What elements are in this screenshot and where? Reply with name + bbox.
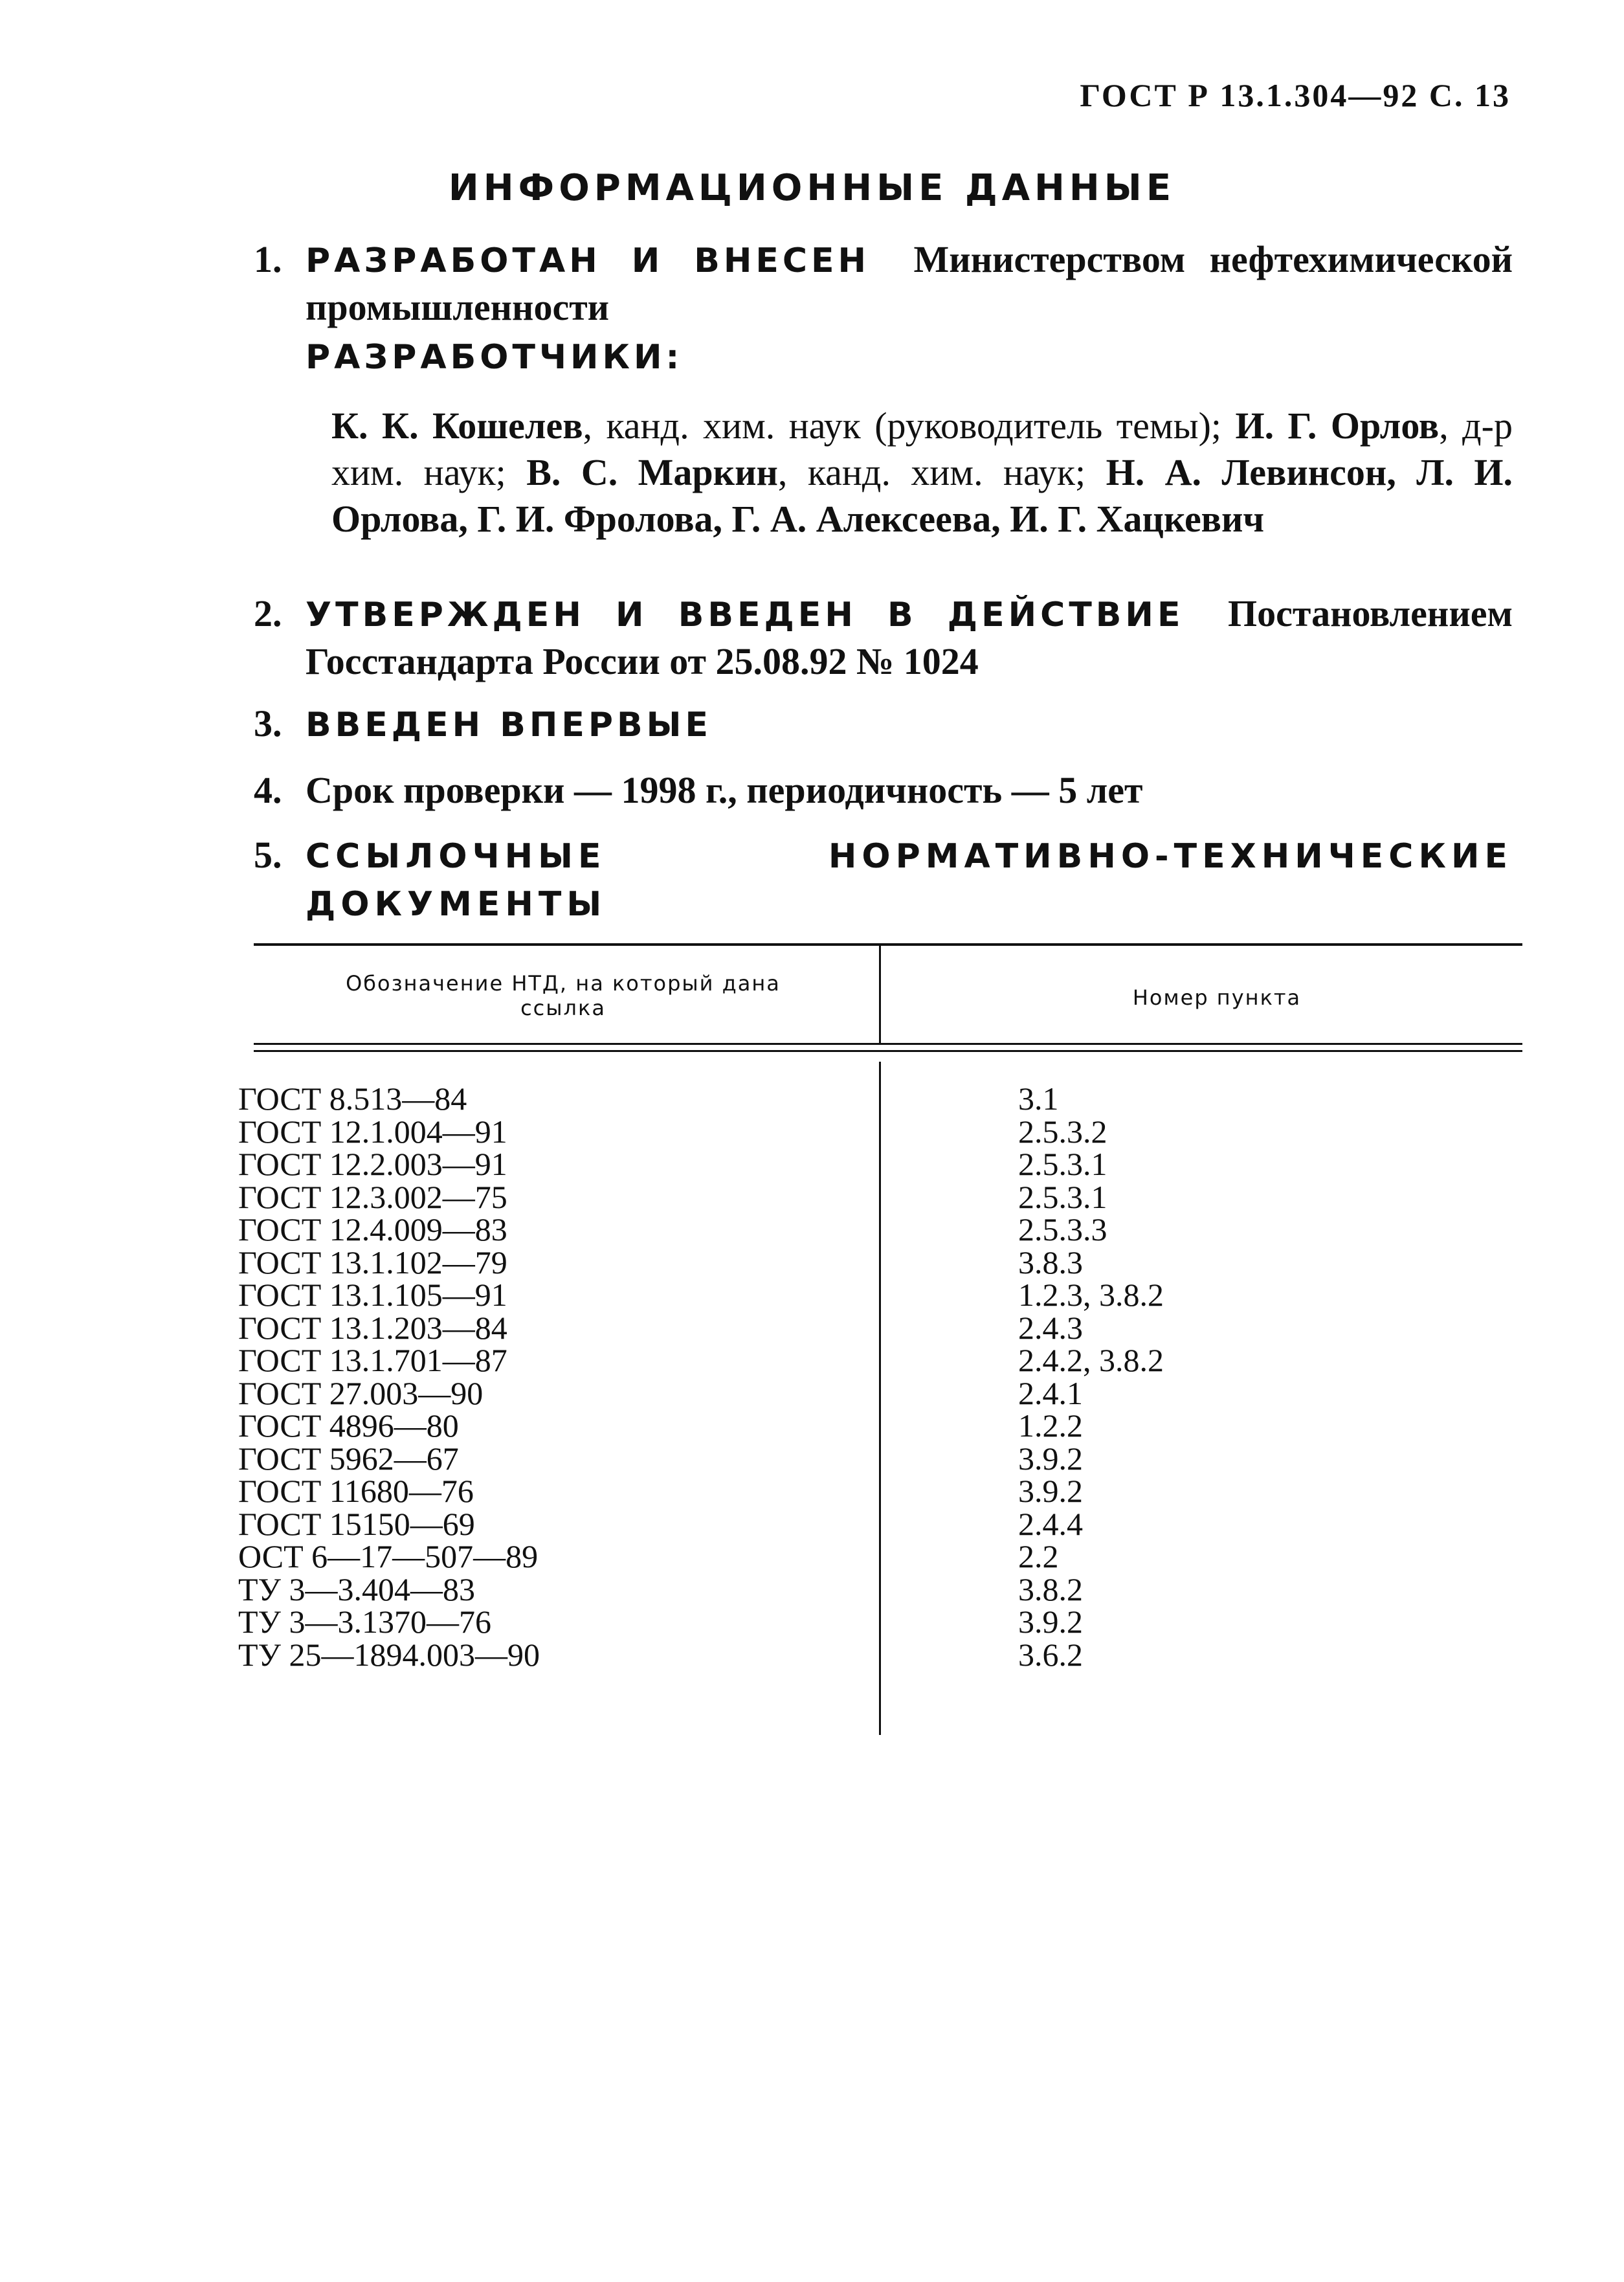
developer-name: В. С. Маркин [526, 451, 778, 493]
developer-name: И. Г. Орлов [1235, 405, 1440, 447]
table-cell-document: ГОСТ 5962—67 [238, 1440, 459, 1477]
page-title: ИНФОРМАЦИОННЫЕ ДАННЫЕ [448, 167, 1176, 209]
table-cell-clause: 3.9.2 [1018, 1604, 1083, 1640]
item-4 [254, 767, 1513, 814]
table-cell-document: ГОСТ 12.1.004—91 [238, 1113, 507, 1150]
item-lead: РАЗРАБОТАН И ВНЕСЕН [306, 241, 871, 280]
item-lead: ВВЕДЕН ВПЕРВЫЕ [306, 706, 713, 744]
table-cell-clause: 1.2.2 [1018, 1407, 1083, 1444]
developer-name: Н. А. Левинсон, Л. И. Орлова, Г. И. Фролова, Г. А. Алексеева, И. Г. Хацкевич [331, 451, 1513, 540]
table-col2-header: Номер пункта [1132, 985, 1302, 1010]
table-cell-clause: 2.2 [1018, 1538, 1059, 1574]
running-header: ГОСТ Р 13.1.304—92 С. 13 [1080, 77, 1511, 113]
developers-list [331, 403, 1513, 543]
table-col1-header: Обозначение НТД, на который дана ссылка [346, 971, 781, 1020]
developers-label: РАЗРАБОТЧИКИ: [306, 338, 684, 377]
table-body-divider [879, 1062, 881, 1735]
table-cell-clause: 2.5.3.1 [1018, 1146, 1107, 1182]
table-cell-document: ГОСТ 13.1.203—84 [238, 1309, 507, 1346]
table-cell-document: ТУ 3—3.404—83 [238, 1571, 475, 1607]
table-header-rule-2 [254, 1050, 1522, 1052]
table-cell-clause: 2.5.3.2 [1018, 1113, 1107, 1150]
table-cell-document: ГОСТ 13.1.105—91 [238, 1277, 507, 1313]
table-cell-clause: 3.6.2 [1018, 1636, 1083, 1673]
table-cell-document: ГОСТ 27.003—90 [238, 1374, 484, 1411]
table-cell-clause: 3.8.2 [1018, 1571, 1083, 1607]
developer-name: К. К. Кошелев [331, 405, 583, 447]
table-header-divider [879, 946, 881, 1043]
item-lead: УТВЕРЖДЕН И ВВЕДЕН В ДЕЙСТВИЕ [306, 596, 1185, 634]
table-cell-clause: 2.4.2, 3.8.2 [1018, 1342, 1164, 1378]
table-cell-clause: 2.4.3 [1018, 1309, 1083, 1346]
item-number: 5. [254, 834, 282, 876]
item-1 [254, 236, 1513, 331]
item-number: 3. [254, 702, 282, 744]
table-cell-document: ГОСТ 15150—69 [238, 1505, 475, 1542]
table-col-clause [1018, 1082, 1164, 1671]
table-col-doc [238, 1082, 540, 1671]
item-number: 2. [254, 592, 282, 634]
table-cell-document: ГОСТ 12.4.009—83 [238, 1211, 507, 1247]
table-cell-document: ГОСТ 13.1.701—87 [238, 1342, 507, 1378]
table-cell-document: ГОСТ 12.2.003—91 [238, 1146, 507, 1182]
table-cell-document: ОСТ 6—17—507—89 [238, 1538, 539, 1574]
table-cell-clause: 3.9.2 [1018, 1440, 1083, 1477]
developer-title: , канд. хим. наук (руководитель темы); [583, 405, 1236, 447]
item-lead: ССЫЛОЧНЫЕ НОРМАТИВНО-ТЕХНИЧЕСКИЕ ДОКУМЕНТЫ [306, 837, 1513, 924]
table-cell-document: ГОСТ 8.513—84 [238, 1080, 467, 1117]
item-text: Срок проверки — 1998 г., периодичность — 5 лет [306, 769, 1143, 811]
table-cell-document: ГОСТ 11680—76 [238, 1473, 474, 1509]
item-2 [254, 590, 1513, 685]
table-cell-clause: 3.9.2 [1018, 1473, 1083, 1509]
table-cell-clause: 1.2.3, 3.8.2 [1018, 1277, 1164, 1313]
table-cell-document: ТУ 25—1894.003—90 [238, 1636, 540, 1673]
developer-title: , канд. хим. наук; [777, 451, 1106, 493]
table-cell-clause: 2.5.3.3 [1018, 1211, 1107, 1247]
item-text: Постановлением Госстандарта России от 25.08.92 № 1024 [306, 592, 1513, 682]
item-number: 4. [254, 769, 282, 811]
table-cell-document: ГОСТ 13.1.102—79 [238, 1244, 507, 1281]
table-header-rule-1 [254, 1043, 1522, 1045]
item-number: 1. [254, 238, 282, 280]
table-cell-clause: 2.4.4 [1018, 1505, 1083, 1542]
table-cell-clause: 2.5.3.1 [1018, 1178, 1107, 1215]
table-cell-clause: 3.8.3 [1018, 1244, 1083, 1281]
table-top-rule [254, 943, 1522, 946]
table-cell-document: ТУ 3—3.1370—76 [238, 1604, 491, 1640]
table-cell-document: ГОСТ 4896—80 [238, 1407, 459, 1444]
table-cell-clause: 2.4.1 [1018, 1374, 1083, 1411]
table-cell-clause: 3.1 [1018, 1080, 1059, 1117]
developer-title: , д-р хим. наук; [331, 405, 1513, 493]
item-3 [254, 700, 1513, 748]
item-text: Министерством нефтехимической промышленности [306, 238, 1513, 328]
item-5 [254, 832, 1513, 928]
table-cell-document: ГОСТ 12.3.002—75 [238, 1178, 507, 1215]
